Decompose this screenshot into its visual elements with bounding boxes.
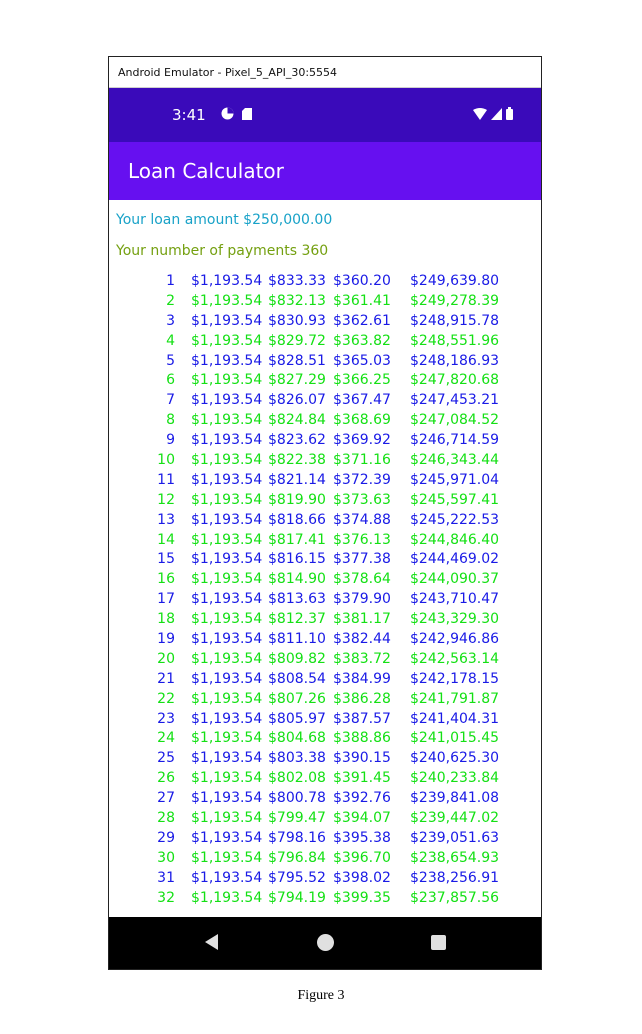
figure-caption: Figure 3 <box>297 988 345 1003</box>
principal-cell: $374.88 <box>333 511 391 528</box>
table-row <box>109 511 541 531</box>
principal-cell: $371.16 <box>333 452 391 469</box>
balance-cell: $243,329.30 <box>410 611 500 628</box>
table-row <box>109 769 541 789</box>
principal-cell: $367.47 <box>333 392 391 409</box>
table-row <box>109 550 541 570</box>
payment-cell: $1,193.54 <box>191 670 263 687</box>
table-row <box>109 729 541 749</box>
navigation-bar <box>109 917 541 969</box>
table-row <box>109 610 541 630</box>
payment-number-cell: 1 <box>166 273 175 289</box>
principal-cell: $382.44 <box>333 631 391 648</box>
back-button[interactable] <box>205 934 218 950</box>
table-row <box>109 451 541 471</box>
payment-cell: $1,193.54 <box>191 273 263 289</box>
status-time: 3:41 <box>172 106 206 124</box>
interest-cell: $803.38 <box>268 750 326 767</box>
payment-cell: $1,193.54 <box>191 849 263 866</box>
amortization-table <box>109 272 541 909</box>
table-row <box>109 829 541 849</box>
principal-cell: $361.41 <box>333 292 391 309</box>
table-row <box>109 352 541 372</box>
balance-cell: $246,714.59 <box>410 432 500 449</box>
balance-cell: $241,015.45 <box>410 730 500 747</box>
balance-cell: $248,915.78 <box>410 312 500 329</box>
principal-cell: $384.99 <box>333 670 391 687</box>
principal-cell: $360.20 <box>333 273 391 289</box>
payment-cell: $1,193.54 <box>191 551 263 568</box>
balance-cell: $237,857.56 <box>410 889 500 906</box>
payment-number-cell: 18 <box>157 611 175 628</box>
payment-number-cell: 6 <box>166 372 175 389</box>
payment-number-cell: 8 <box>166 412 175 429</box>
principal-cell: $381.17 <box>333 611 391 628</box>
payment-number-cell: 13 <box>157 511 175 528</box>
interest-cell: $804.68 <box>268 730 326 747</box>
payment-number-cell: 2 <box>166 292 175 309</box>
table-row <box>109 670 541 690</box>
sd-card-icon <box>242 107 252 125</box>
principal-cell: $392.76 <box>333 790 391 807</box>
balance-cell: $246,343.44 <box>410 452 500 469</box>
table-row <box>109 849 541 869</box>
payment-cell: $1,193.54 <box>191 790 263 807</box>
payment-number-cell: 15 <box>157 551 175 568</box>
table-row <box>109 889 541 909</box>
payment-cell: $1,193.54 <box>191 452 263 469</box>
principal-cell: $383.72 <box>333 650 391 667</box>
interest-cell: $826.07 <box>268 392 326 409</box>
payment-number-cell: 4 <box>166 332 175 349</box>
wifi-icon <box>473 107 487 125</box>
table-row <box>109 272 541 292</box>
table-row <box>109 411 541 431</box>
interest-cell: $821.14 <box>268 471 326 488</box>
table-row <box>109 710 541 730</box>
principal-cell: $391.45 <box>333 770 391 787</box>
principal-cell: $378.64 <box>333 571 391 588</box>
principal-cell: $366.25 <box>333 372 391 389</box>
balance-cell: $244,846.40 <box>410 531 500 548</box>
table-row <box>109 391 541 411</box>
principal-cell: $394.07 <box>333 810 391 827</box>
interest-cell: $818.66 <box>268 511 326 528</box>
payment-number-cell: 16 <box>157 571 175 588</box>
balance-cell: $242,946.86 <box>410 631 500 648</box>
interest-cell: $824.84 <box>268 412 326 429</box>
payment-cell: $1,193.54 <box>191 352 263 369</box>
balance-cell: $245,222.53 <box>410 511 500 528</box>
principal-cell: $376.13 <box>333 531 391 548</box>
principal-cell: $377.38 <box>333 551 391 568</box>
payment-number-cell: 22 <box>157 690 175 707</box>
principal-cell: $398.02 <box>333 869 391 886</box>
balance-cell: $242,563.14 <box>410 650 500 667</box>
balance-cell: $239,841.08 <box>410 790 500 807</box>
balance-cell: $248,551.96 <box>410 332 500 349</box>
payment-cell: $1,193.54 <box>191 312 263 329</box>
payment-cell: $1,193.54 <box>191 571 263 588</box>
balance-cell: $238,654.93 <box>410 849 500 866</box>
interest-cell: $809.82 <box>268 650 326 667</box>
data-saver-icon <box>221 107 234 125</box>
interest-cell: $794.19 <box>268 889 326 906</box>
app-bar <box>109 142 541 200</box>
payment-cell: $1,193.54 <box>191 889 263 906</box>
table-row <box>109 491 541 511</box>
interest-cell: $805.97 <box>268 710 326 727</box>
payment-number-cell: 32 <box>157 889 175 906</box>
payment-cell: $1,193.54 <box>191 332 263 349</box>
payment-number-cell: 20 <box>157 650 175 667</box>
balance-cell: $239,051.63 <box>410 829 500 846</box>
payment-number-cell: 30 <box>157 849 175 866</box>
table-row <box>109 292 541 312</box>
interest-cell: $833.33 <box>268 273 326 289</box>
interest-cell: $814.90 <box>268 571 326 588</box>
payment-cell: $1,193.54 <box>191 491 263 508</box>
payment-cell: $1,193.54 <box>191 869 263 886</box>
payment-cell: $1,193.54 <box>191 611 263 628</box>
table-row <box>109 590 541 610</box>
principal-cell: $379.90 <box>333 591 391 608</box>
principal-cell: $395.38 <box>333 829 391 846</box>
balance-cell: $245,971.04 <box>410 471 500 488</box>
payment-number-cell: 7 <box>166 392 175 409</box>
table-row <box>109 690 541 710</box>
payment-number-cell: 31 <box>157 869 175 886</box>
interest-cell: $811.10 <box>268 631 326 648</box>
emulator-window <box>108 56 542 970</box>
interest-cell: $832.13 <box>268 292 326 309</box>
principal-cell: $365.03 <box>333 352 391 369</box>
number-of-payments-text: Your number of payments 360 <box>116 243 329 259</box>
app-title: Loan Calculator <box>128 159 284 183</box>
principal-cell: $388.86 <box>333 730 391 747</box>
payment-number-cell: 9 <box>166 432 175 449</box>
payment-number-cell: 23 <box>157 710 175 727</box>
principal-cell: $387.57 <box>333 710 391 727</box>
loan-amount-text: Your loan amount $250,000.00 <box>116 212 333 228</box>
payment-cell: $1,193.54 <box>191 770 263 787</box>
balance-cell: $240,625.30 <box>410 750 500 767</box>
payment-number-cell: 27 <box>157 790 175 807</box>
interest-cell: $799.47 <box>268 810 326 827</box>
payment-number-cell: 29 <box>157 829 175 846</box>
table-row <box>109 809 541 829</box>
payment-number-cell: 14 <box>157 531 175 548</box>
signal-icon <box>491 107 502 125</box>
table-row <box>109 431 541 451</box>
principal-cell: $396.70 <box>333 849 391 866</box>
interest-cell: $816.15 <box>268 551 326 568</box>
principal-cell: $390.15 <box>333 750 391 767</box>
principal-cell: $399.35 <box>333 889 391 906</box>
balance-cell: $249,639.80 <box>410 273 500 289</box>
interest-cell: $808.54 <box>268 670 326 687</box>
payment-number-cell: 11 <box>157 471 175 488</box>
table-row <box>109 371 541 391</box>
table-row <box>109 749 541 769</box>
interest-cell: $795.52 <box>268 869 326 886</box>
balance-cell: $247,084.52 <box>410 412 500 429</box>
payment-cell: $1,193.54 <box>191 471 263 488</box>
balance-cell: $239,447.02 <box>410 810 500 827</box>
principal-cell: $369.92 <box>333 432 391 449</box>
payment-number-cell: 12 <box>157 491 175 508</box>
payment-number-cell: 28 <box>157 810 175 827</box>
interest-cell: $796.84 <box>268 849 326 866</box>
interest-cell: $817.41 <box>268 531 326 548</box>
interest-cell: $798.16 <box>268 829 326 846</box>
balance-cell: $249,278.39 <box>410 292 500 309</box>
principal-cell: $386.28 <box>333 690 391 707</box>
table-row <box>109 630 541 650</box>
interest-cell: $827.29 <box>268 372 326 389</box>
battery-icon <box>506 107 513 125</box>
payment-cell: $1,193.54 <box>191 650 263 667</box>
payment-cell: $1,193.54 <box>191 511 263 528</box>
payment-number-cell: 10 <box>157 452 175 469</box>
balance-cell: $244,469.02 <box>410 551 500 568</box>
table-row <box>109 531 541 551</box>
interest-cell: $829.72 <box>268 332 326 349</box>
table-row <box>109 650 541 670</box>
principal-cell: $372.39 <box>333 471 391 488</box>
table-row <box>109 570 541 590</box>
table-row <box>109 471 541 491</box>
payment-number-cell: 19 <box>157 631 175 648</box>
interest-cell: $813.63 <box>268 591 326 608</box>
interest-cell: $828.51 <box>268 352 326 369</box>
table-row <box>109 332 541 352</box>
interest-cell: $812.37 <box>268 611 326 628</box>
balance-cell: $238,256.91 <box>410 869 500 886</box>
payment-cell: $1,193.54 <box>191 730 263 747</box>
table-row <box>109 312 541 332</box>
payment-number-cell: 5 <box>166 352 175 369</box>
payment-cell: $1,193.54 <box>191 591 263 608</box>
payment-number-cell: 3 <box>166 312 175 329</box>
payment-cell: $1,193.54 <box>191 392 263 409</box>
table-row <box>109 869 541 889</box>
loan-content[interactable] <box>109 200 541 917</box>
payment-cell: $1,193.54 <box>191 810 263 827</box>
payment-number-cell: 25 <box>157 750 175 767</box>
payment-number-cell: 17 <box>157 591 175 608</box>
payment-cell: $1,193.54 <box>191 292 263 309</box>
payment-cell: $1,193.54 <box>191 412 263 429</box>
payment-number-cell: 21 <box>157 670 175 687</box>
balance-cell: $247,453.21 <box>410 392 500 409</box>
interest-cell: $830.93 <box>268 312 326 329</box>
balance-cell: $245,597.41 <box>410 491 500 508</box>
principal-cell: $373.63 <box>333 491 391 508</box>
payment-cell: $1,193.54 <box>191 372 263 389</box>
payment-cell: $1,193.54 <box>191 432 263 449</box>
balance-cell: $248,186.93 <box>410 352 500 369</box>
interest-cell: $800.78 <box>268 790 326 807</box>
payment-cell: $1,193.54 <box>191 690 263 707</box>
balance-cell: $241,404.31 <box>410 710 500 727</box>
balance-cell: $244,090.37 <box>410 571 500 588</box>
principal-cell: $363.82 <box>333 332 391 349</box>
balance-cell: $242,178.15 <box>410 670 500 687</box>
interest-cell: $823.62 <box>268 432 326 449</box>
payment-cell: $1,193.54 <box>191 710 263 727</box>
balance-cell: $243,710.47 <box>410 591 500 608</box>
table-row <box>109 789 541 809</box>
payment-number-cell: 26 <box>157 770 175 787</box>
home-button[interactable] <box>317 934 334 951</box>
payment-cell: $1,193.54 <box>191 631 263 648</box>
balance-cell: $240,233.84 <box>410 770 500 787</box>
balance-cell: $247,820.68 <box>410 372 500 389</box>
balance-cell: $241,791.87 <box>410 690 500 707</box>
principal-cell: $368.69 <box>333 412 391 429</box>
interest-cell: $802.08 <box>268 770 326 787</box>
status-bar <box>109 88 541 142</box>
payment-cell: $1,193.54 <box>191 829 263 846</box>
payment-number-cell: 24 <box>157 730 175 747</box>
window-title: Android Emulator - Pixel_5_API_30:5554 <box>109 57 541 88</box>
interest-cell: $807.26 <box>268 690 326 707</box>
recents-button[interactable] <box>431 935 446 950</box>
payment-cell: $1,193.54 <box>191 531 263 548</box>
interest-cell: $819.90 <box>268 491 326 508</box>
payment-cell: $1,193.54 <box>191 750 263 767</box>
interest-cell: $822.38 <box>268 452 326 469</box>
principal-cell: $362.61 <box>333 312 391 329</box>
